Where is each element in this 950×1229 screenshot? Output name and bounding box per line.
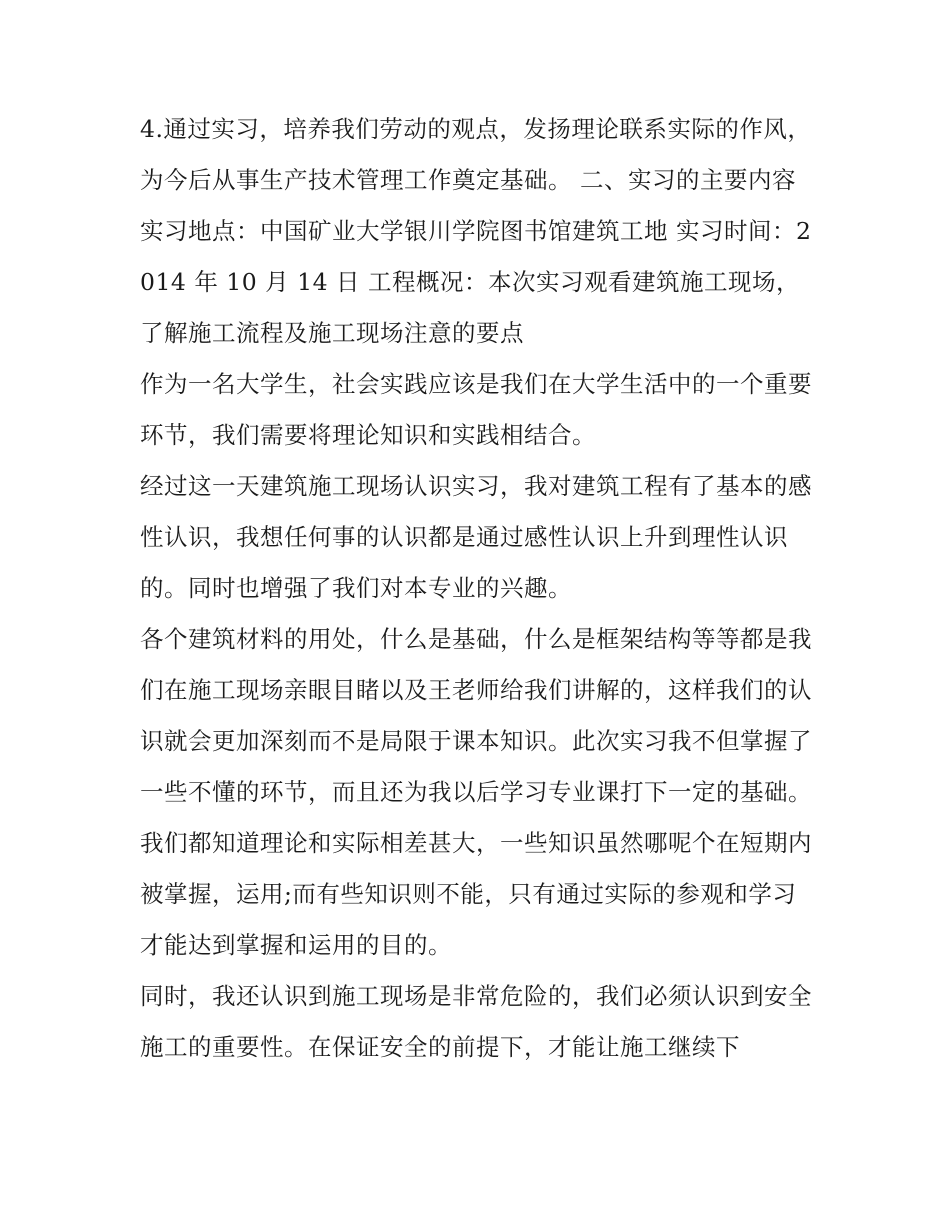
paragraph-location-date: 实习地点：中国矿业大学银川学院图书馆建筑工地 实习时间：2014 年 10 月 14 日 工程概况：本次实习观看建筑施工现场，了解施工流程及施工现场注意的要点 <box>140 217 812 347</box>
paragraph-perceptual-knowledge: 经过这一天建筑施工现场认识实习，我对建筑工程有了基本的感性认识，我想任何事的认识都是通过感性认识上升到理性认识的。同时也增强了我们对本专业的兴趣。 <box>140 472 812 602</box>
paragraph-materials-learning: 各个建筑材料的用处，什么是基础，什么是框架结构等等都是我们在施工现场亲眼目睹以及王老师给我们讲解的，这样我们的认识就会更加深刻而不是局限于课本知识。此次实习我不但掌握了一些不懂的环节，而且还为我以后学习专业课打下一定的基础。我们都知道理论和实际相差甚大，一些知识虽然哪呢个在短期内被掌握，运用;而有些知识则不能，只有通过实际的参观和学习才能达到掌握和运用的目的。 <box>140 625 812 959</box>
paragraph-objective-4: 4.通过实习，培养我们劳动的观点，发扬理论联系实际的作风，为今后从事生产技术管理工作奠定基础。 二、实习的主要内容 <box>140 115 812 194</box>
paragraph-safety: 同时，我还认识到施工现场是非常危险的，我们必须认识到安全施工的重要性。在保证安全的前提下，才能让施工继续下 <box>140 982 812 1061</box>
paragraph-student-practice: 作为一名大学生，社会实践应该是我们在大学生活中的一个重要环节，我们需要将理论知识和实践相结合。 <box>140 370 812 449</box>
document-body <box>140 104 812 1073</box>
